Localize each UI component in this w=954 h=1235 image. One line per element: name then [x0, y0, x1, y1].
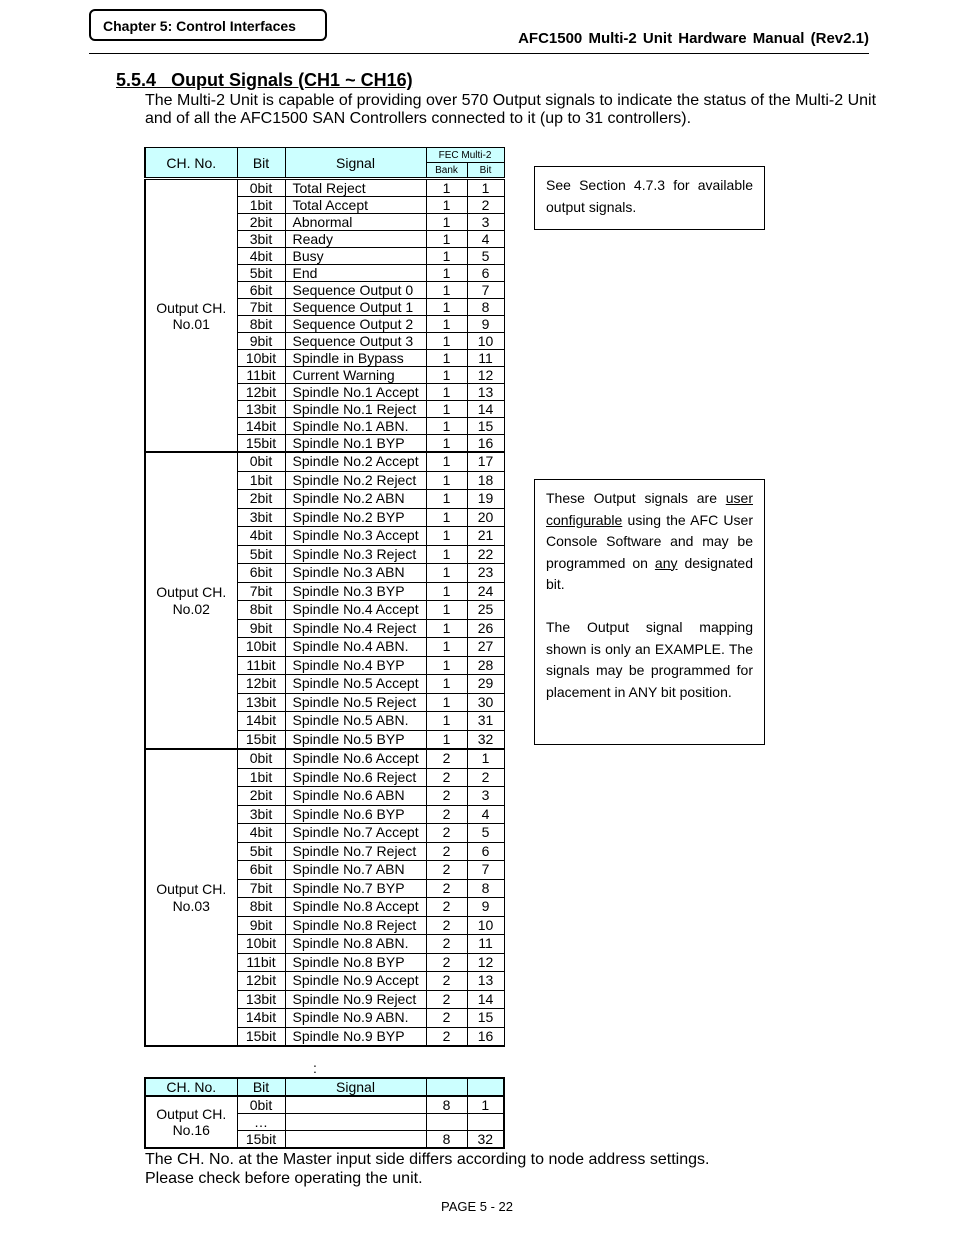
- fec-bit-cell: 3: [467, 787, 504, 806]
- manual-title: AFC1500 Multi-2 Unit Hardware Manual (Rev2.1): [518, 30, 869, 47]
- bit-cell: 5bit: [237, 545, 285, 564]
- fec-bit-cell: 25: [467, 601, 504, 620]
- bank-cell: 1: [426, 384, 467, 401]
- fec-bit-cell: 4: [467, 231, 504, 248]
- signal-cell: Spindle No.9 ABN.: [285, 1009, 426, 1028]
- bit-cell: …: [237, 1114, 285, 1131]
- fec-bit-cell: 8: [467, 299, 504, 316]
- note-paragraph-2: The Output signal mapping shown is only an EXAMPLE. The signals may be programmed for placement in ANY bit position.: [546, 619, 753, 700]
- bank-cell: 1: [426, 435, 467, 453]
- fec-bit-cell: 2: [467, 197, 504, 214]
- fec-bit-cell: 8: [467, 879, 504, 898]
- signal-cell: Spindle No.8 ABN.: [285, 935, 426, 954]
- signal-cell: Spindle No.9 BYP: [285, 1027, 426, 1046]
- bit-cell: 14bit: [237, 1009, 285, 1028]
- bit-cell: 3bit: [237, 508, 285, 527]
- bit-cell: 6bit: [237, 861, 285, 880]
- fec-bit-cell: 5: [467, 824, 504, 843]
- footer-line: Please check before operating the unit.: [145, 1170, 423, 1187]
- bank-cell: 1: [426, 214, 467, 231]
- bit-cell: 8bit: [237, 316, 285, 333]
- fec-bit-cell: 14: [467, 401, 504, 418]
- note-emphasis: user configurable: [546, 490, 753, 528]
- note-text: using the AFC User Console Software and may be programmed on: [546, 511, 753, 571]
- fec-bit-cell: 31: [467, 712, 504, 731]
- continuation-mark: :: [313, 1060, 317, 1076]
- fec-bit-cell: 29: [467, 675, 504, 694]
- fec-bit-cell: 13: [467, 384, 504, 401]
- col-header-fec: FEC Multi-2: [426, 148, 504, 163]
- signal-cell: Spindle No.4 ABN.: [285, 638, 426, 657]
- signal-cell: Spindle No.2 Accept: [285, 452, 426, 471]
- bank-cell: 1: [426, 197, 467, 214]
- bank-cell: 2: [426, 1027, 467, 1046]
- bit-cell: 0bit: [237, 749, 285, 768]
- bank-cell: 1: [426, 333, 467, 350]
- fec-bit-cell: 23: [467, 564, 504, 583]
- signal-cell: Sequence Output 0: [285, 282, 426, 299]
- bank-cell: 2: [426, 749, 467, 768]
- note-text: See Section 4.7.3 for available output signals.: [546, 177, 753, 215]
- ch-cell: [145, 452, 237, 749]
- bank-cell: 1: [426, 730, 467, 749]
- note-paragraph-1: [546, 488, 753, 596]
- fec-bit-cell: 27: [467, 638, 504, 657]
- bit-cell: 1bit: [237, 197, 285, 214]
- bit-cell: 7bit: [237, 879, 285, 898]
- fec-bit-cell: 4: [467, 805, 504, 824]
- ch-cell: [145, 749, 237, 1046]
- fec-bit-cell: 5: [467, 248, 504, 265]
- fec-bit-cell: 15: [467, 1009, 504, 1028]
- signal-cell: Spindle No.8 BYP: [285, 953, 426, 972]
- signal-cell: Spindle No.5 BYP: [285, 730, 426, 749]
- signal-cell: Spindle No.6 BYP: [285, 805, 426, 824]
- bit-cell: 0bit: [237, 1096, 285, 1114]
- bit-cell: 1bit: [237, 471, 285, 490]
- signal-cell: Spindle No.1 BYP: [285, 435, 426, 453]
- chapter-label: Chapter 5: Control Interfaces: [89, 9, 327, 41]
- bit-cell: 2bit: [237, 214, 285, 231]
- bit-cell: 12bit: [237, 675, 285, 694]
- bit-cell: 15bit: [237, 435, 285, 453]
- fec-bit-cell: 16: [467, 435, 504, 453]
- col-header-ch-no: CH. No.: [145, 148, 237, 179]
- bank-cell: 1: [426, 401, 467, 418]
- bit-cell: 5bit: [237, 265, 285, 282]
- fec-bit-cell: 17: [467, 452, 504, 471]
- signal-cell: [285, 1131, 426, 1149]
- section-number: 5.5.4: [116, 70, 157, 90]
- signal-cell: Spindle No.7 Reject: [285, 842, 426, 861]
- ch-label: Output CH.: [156, 1106, 227, 1122]
- signal-cell: Spindle No.6 Reject: [285, 768, 426, 787]
- bit-cell: 15bit: [237, 1027, 285, 1046]
- footer-line: The CH. No. at the Master input side differs according to node address settings.: [145, 1151, 710, 1168]
- ch-number: No.03: [172, 897, 210, 914]
- bank-cell: 1: [426, 471, 467, 490]
- bank-cell: 2: [426, 898, 467, 917]
- table-row: [145, 1096, 504, 1114]
- bank-cell: 1: [426, 582, 467, 601]
- fec-bit-cell: 6: [467, 265, 504, 282]
- bank-cell: 1: [426, 675, 467, 694]
- bit-cell: 7bit: [237, 582, 285, 601]
- bank-cell: 2: [426, 1009, 467, 1028]
- intro-paragraph: The Multi-2 Unit is capable of providing over 570 Output signals to indicate the status of the Multi-2 Unit and of all the AFC1500 SAN Controllers connected to it (up to 31 controllers).: [145, 92, 877, 127]
- bank-cell: 2: [426, 787, 467, 806]
- signal-cell: Spindle No.2 BYP: [285, 508, 426, 527]
- fec-bit-cell: 1: [467, 749, 504, 768]
- ch-number: No.16: [172, 1122, 210, 1138]
- bit-cell: 12bit: [237, 972, 285, 991]
- bit-cell: 10bit: [237, 935, 285, 954]
- table-row: [145, 452, 504, 471]
- fec-bit-cell: 19: [467, 490, 504, 509]
- bank-cell: 1: [426, 418, 467, 435]
- fec-bit-cell: 15: [467, 418, 504, 435]
- bit-cell: 7bit: [237, 299, 285, 316]
- fec-bit-cell: 16: [467, 1027, 504, 1046]
- bank-cell: 1: [426, 508, 467, 527]
- bit-cell: 0bit: [237, 452, 285, 471]
- signal-cell: Sequence Output 3: [285, 333, 426, 350]
- bank-cell: 2: [426, 805, 467, 824]
- bit-cell: 15bit: [237, 1131, 285, 1149]
- fec-bit-cell: 21: [467, 527, 504, 546]
- ch-number: No.02: [172, 600, 210, 617]
- table-row: [145, 749, 504, 768]
- bit-cell: 2bit: [237, 490, 285, 509]
- signal-cell: Spindle No.4 BYP: [285, 656, 426, 675]
- col-header-signal: Signal: [285, 1078, 426, 1096]
- bank-cell: 1: [426, 231, 467, 248]
- bit-cell: 11bit: [237, 953, 285, 972]
- bit-cell: 4bit: [237, 248, 285, 265]
- fec-bit-cell: 3: [467, 214, 504, 231]
- fec-bit-cell: 9: [467, 316, 504, 333]
- fec-bit-cell: 7: [467, 282, 504, 299]
- bank-cell: 1: [426, 693, 467, 712]
- bit-cell: 14bit: [237, 418, 285, 435]
- fec-bit-cell: 13: [467, 972, 504, 991]
- signal-cell: Total Accept: [285, 197, 426, 214]
- note-see-section: [534, 166, 765, 230]
- signal-cell: Spindle No.5 Reject: [285, 693, 426, 712]
- signal-cell: Sequence Output 1: [285, 299, 426, 316]
- bank-cell: 2: [426, 990, 467, 1009]
- bit-cell: 15bit: [237, 730, 285, 749]
- bank-cell: 1: [426, 564, 467, 583]
- fec-bit-cell: 14: [467, 990, 504, 1009]
- col-header-bank: [426, 1078, 467, 1096]
- signal-cell: Spindle No.3 BYP: [285, 582, 426, 601]
- fec-bit-cell: 10: [467, 333, 504, 350]
- fec-bit-cell: 1: [467, 179, 504, 197]
- bit-cell: 13bit: [237, 990, 285, 1009]
- bank-cell: 1: [426, 656, 467, 675]
- signal-cell: Spindle No.8 Accept: [285, 898, 426, 917]
- note-spacer: [546, 596, 753, 618]
- fec-bit-cell: [467, 1114, 504, 1131]
- signal-cell: Spindle No.7 Accept: [285, 824, 426, 843]
- signal-cell: Spindle No.2 ABN: [285, 490, 426, 509]
- bank-cell: 8: [426, 1096, 467, 1114]
- signal-cell: Spindle No.1 ABN.: [285, 418, 426, 435]
- ch-label: Output CH.: [156, 880, 227, 897]
- note-text: designated bit.: [546, 554, 753, 592]
- fec-bit-cell: 28: [467, 656, 504, 675]
- col-header-ch-no: CH. No.: [145, 1078, 237, 1096]
- bit-cell: 13bit: [237, 693, 285, 712]
- signal-cell: Ready: [285, 231, 426, 248]
- bit-cell: 6bit: [237, 282, 285, 299]
- signal-cell: Spindle No.9 Reject: [285, 990, 426, 1009]
- col-header-bank: Bank: [426, 163, 467, 179]
- fec-bit-cell: 18: [467, 471, 504, 490]
- bank-cell: 1: [426, 367, 467, 384]
- bank-cell: 1: [426, 179, 467, 197]
- col-header-fec-bit: Bit: [467, 163, 504, 179]
- bit-cell: 6bit: [237, 564, 285, 583]
- signal-cell: Spindle No.9 Accept: [285, 972, 426, 991]
- signal-cell: End: [285, 265, 426, 282]
- note-emphasis: any: [654, 554, 678, 571]
- signal-cell: Spindle No.6 Accept: [285, 749, 426, 768]
- bit-cell: 1bit: [237, 768, 285, 787]
- table-row: [145, 179, 504, 197]
- ch-label: Output CH.: [156, 299, 227, 316]
- fec-bit-cell: 24: [467, 582, 504, 601]
- fec-bit-cell: 20: [467, 508, 504, 527]
- signal-cell: Spindle No.3 Accept: [285, 527, 426, 546]
- bit-cell: 3bit: [237, 231, 285, 248]
- bit-cell: 8bit: [237, 601, 285, 620]
- signal-cell: Spindle in Bypass: [285, 350, 426, 367]
- bit-cell: 11bit: [237, 367, 285, 384]
- bank-cell: 2: [426, 916, 467, 935]
- bank-cell: [426, 1114, 467, 1131]
- ch-cell: [145, 1096, 237, 1148]
- ch-number: No.01: [172, 315, 210, 332]
- section-title-text: Ouput Signals (CH1 ~ CH16): [171, 70, 413, 90]
- note-configurable-signals: [534, 479, 765, 745]
- ch-label: Output CH.: [156, 583, 227, 600]
- fec-bit-cell: 2: [467, 768, 504, 787]
- bit-cell: 8bit: [237, 898, 285, 917]
- signal-cell: Busy: [285, 248, 426, 265]
- signal-cell: Spindle No.3 ABN: [285, 564, 426, 583]
- fec-bit-cell: 7: [467, 861, 504, 880]
- fec-bit-cell: 9: [467, 898, 504, 917]
- signal-cell: Abnormal: [285, 214, 426, 231]
- signal-cell: Sequence Output 2: [285, 316, 426, 333]
- bit-cell: 13bit: [237, 401, 285, 418]
- fec-bit-cell: 32: [467, 730, 504, 749]
- bank-cell: 2: [426, 768, 467, 787]
- page-number: PAGE 5 - 22: [440, 1199, 513, 1214]
- bank-cell: 8: [426, 1131, 467, 1149]
- bank-cell: 1: [426, 282, 467, 299]
- signal-cell: Spindle No.5 Accept: [285, 675, 426, 694]
- signal-cell: Spindle No.1 Accept: [285, 384, 426, 401]
- col-header-bit: Bit: [237, 1078, 285, 1096]
- footer-note: [145, 1150, 709, 1188]
- bank-cell: 2: [426, 861, 467, 880]
- fec-bit-cell: 22: [467, 545, 504, 564]
- fec-bit-cell: 30: [467, 693, 504, 712]
- bit-cell: 4bit: [237, 824, 285, 843]
- bank-cell: 2: [426, 972, 467, 991]
- signal-cell: Spindle No.8 Reject: [285, 916, 426, 935]
- bank-cell: 1: [426, 527, 467, 546]
- signal-cell: Spindle No.6 ABN: [285, 787, 426, 806]
- fec-bit-cell: 11: [467, 935, 504, 954]
- bank-cell: 2: [426, 824, 467, 843]
- output-signal-table: [144, 147, 505, 1047]
- col-header-bit: Bit: [237, 148, 285, 179]
- bank-cell: 1: [426, 248, 467, 265]
- bit-cell: 12bit: [237, 384, 285, 401]
- note-text: These Output signals are: [546, 490, 726, 506]
- fec-bit-cell: 26: [467, 619, 504, 638]
- bank-cell: 1: [426, 545, 467, 564]
- section-title: [116, 70, 413, 91]
- col-header-signal: Signal: [285, 148, 426, 179]
- bank-cell: 1: [426, 452, 467, 471]
- signal-cell: [285, 1096, 426, 1114]
- signal-cell: Current Warning: [285, 367, 426, 384]
- fec-bit-cell: 6: [467, 842, 504, 861]
- bit-cell: 9bit: [237, 916, 285, 935]
- bank-cell: 2: [426, 879, 467, 898]
- signal-cell: Spindle No.5 ABN.: [285, 712, 426, 731]
- bit-cell: 11bit: [237, 656, 285, 675]
- signal-cell: Total Reject: [285, 179, 426, 197]
- bank-cell: 1: [426, 601, 467, 620]
- signal-cell: Spindle No.1 Reject: [285, 401, 426, 418]
- fec-bit-cell: 1: [467, 1096, 504, 1114]
- signal-cell: Spindle No.4 Accept: [285, 601, 426, 620]
- bit-cell: 5bit: [237, 842, 285, 861]
- fec-bit-cell: 12: [467, 953, 504, 972]
- signal-cell: [285, 1114, 426, 1131]
- bit-cell: 4bit: [237, 527, 285, 546]
- signal-cell: Spindle No.3 Reject: [285, 545, 426, 564]
- ch-cell: [145, 179, 237, 453]
- fec-bit-cell: 10: [467, 916, 504, 935]
- bit-cell: 10bit: [237, 350, 285, 367]
- fec-bit-cell: 32: [467, 1131, 504, 1149]
- signal-cell: Spindle No.4 Reject: [285, 619, 426, 638]
- bit-cell: 14bit: [237, 712, 285, 731]
- bit-cell: 2bit: [237, 787, 285, 806]
- bank-cell: 1: [426, 299, 467, 316]
- bank-cell: 1: [426, 638, 467, 657]
- bit-cell: 3bit: [237, 805, 285, 824]
- bank-cell: 1: [426, 316, 467, 333]
- header-divider: [89, 53, 869, 54]
- fec-bit-cell: 11: [467, 350, 504, 367]
- bank-cell: 1: [426, 619, 467, 638]
- signal-cell: Spindle No.2 Reject: [285, 471, 426, 490]
- signal-cell: Spindle No.7 ABN: [285, 861, 426, 880]
- bank-cell: 2: [426, 842, 467, 861]
- bank-cell: 1: [426, 350, 467, 367]
- bank-cell: 2: [426, 935, 467, 954]
- bank-cell: 1: [426, 265, 467, 282]
- fec-bit-cell: 12: [467, 367, 504, 384]
- output-signal-table-ch16: [144, 1077, 505, 1149]
- bank-cell: 1: [426, 490, 467, 509]
- bit-cell: 9bit: [237, 619, 285, 638]
- col-header-fec-bit: [467, 1078, 504, 1096]
- bit-cell: 0bit: [237, 179, 285, 197]
- bank-cell: 2: [426, 953, 467, 972]
- bank-cell: 1: [426, 712, 467, 731]
- signal-cell: Spindle No.7 BYP: [285, 879, 426, 898]
- bit-cell: 10bit: [237, 638, 285, 657]
- bit-cell: 9bit: [237, 333, 285, 350]
